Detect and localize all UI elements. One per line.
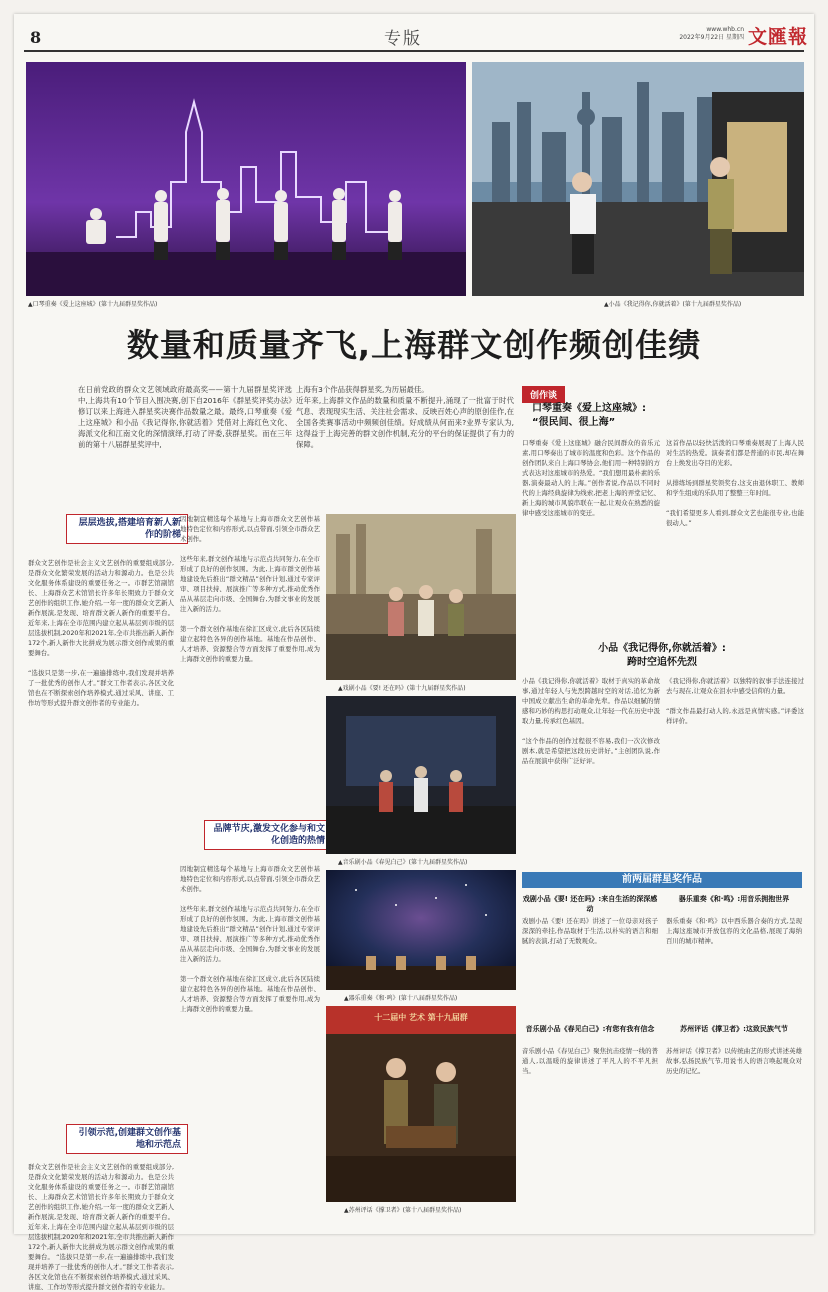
photo-skit-remember: [472, 62, 804, 296]
banner-text-on-stage: 十二届中 艺术 第十九届群: [374, 1013, 468, 1022]
text-remember-col1: 小品《我记得你,你就活着》取材于真实的革命故事,通过年轻人与先烈跨越时空的对话,追忆为新中国成立献出生命的革命先辈。作品以细腻的情感和巧妙的构思打动观众,让年轻一代在历史中汲取力量,传承红色基因。 “这个作品的创作过程很不容易,我们一次次修改剧本,就是希望把这段历史讲好。”主创团队说,作品在展演中获得广泛好评。: [522, 677, 660, 765]
caption-instrumental: ▲器乐重奏《和·鸣》(第十八届群星奖作品): [344, 995, 458, 1002]
award3-text: 音乐剧小品《春见白己》聚焦抗击疫情一线的普通人,以温暖的旋律讲述了平凡人的不平凡担当。: [522, 1047, 658, 1075]
photo-musical-skit: [326, 696, 516, 854]
text-column-2: 因地制宜精选每个基地与上海市群众文艺创作基地特色定位和内容形式,以点带面,引领全市群众艺术创作。 这些年来,群文创作基地与示范点共同努力,在全市形成了良好的创作氛围。为此,上海市群文创作基地建设先后推出“群文精品”创作计划,通过专家评审、项目扶持、展演推广等多种方式,推动优秀作品从基层走向市级、全国舞台,为群文事业的发展注入新的活力。 第一个群文创作基地在徐汇区成立,此后各区陆续建立起特色各异的创作基地。基地在作品创作、人才培养、资源整合等方面发挥了重要作用,成为上海群文创作的重要力量。: [180, 515, 320, 663]
box-title-demonstration: 引领示范,创建群文创作基地和示范点: [66, 1124, 188, 1154]
photo-harmonica-ensemble: [26, 62, 466, 296]
award1-text: 戏剧小品《要! 还在吗》讲述了一位母亲对孩子深深的牵挂,作品取材于生活,以朴实的语言和细腻的表演,打动了无数观众。: [522, 917, 658, 945]
text-harmonica-col1: 口琴重奏《爱上这座城》融合民间群众的音乐元素,用口琴奏出了城市的温度和色彩。这个作品的创作团队来自上海口琴协会,他们用一种特别的方式表达对这座城市的热爱。“我们想用最朴素的乐器,演奏最动人的上海。”创作者说,作品以不同时代的上海经典旋律为线索,把老上海的弄堂记忆、新上海的城市风貌串联在一起,让观众在熟悉的旋律中感受这座城市的变迁。: [522, 439, 660, 517]
text-remember-col2: 《我记得你,你就活着》以独特的叙事手法连接过去与现在,让观众在泪水中感受信仰的力量。 “群文作品最打动人的,永远是真情实感。”评委这样评价。: [666, 677, 804, 725]
instrumental-image: [326, 870, 516, 990]
intro-left: 在日前党政的群众文艺领域政府最高奖——第十九届群星奖评选中,上海共有10个节目入围决赛,创下自2016年《群星奖评奖办法》修订以来上海进入群星奖决赛作品数量之最。最终,口琴重奏《爱上这座城》和小品《我记得你,你就活着》凭借对上海红色文化、海派文化和江南文化的深情演绎,打动了评委,获群星奖。而在三年前的第十八届群星奖评中,: [78, 385, 292, 449]
photo-pingtan: [326, 1006, 516, 1202]
award1-title: 戏剧小品《要! 还在吗》:来自生活的深深感动: [522, 895, 658, 913]
page-number: 8: [30, 28, 42, 47]
date: 2022年9月22日 星期四: [679, 34, 744, 41]
heading-harmonica: 口琴重奏《爱上这座城》: “很民间、很上海”: [532, 403, 646, 428]
harmonica-stage-image: [26, 62, 466, 296]
newspaper-page: [14, 14, 814, 1291]
brand-logo: 文匯報: [748, 26, 809, 48]
award2-title: 器乐重奏《和·鸣》:用音乐拥抱世界: [678, 895, 790, 903]
pingtan-image: [326, 1006, 516, 1202]
caption-drama-skit: ▲戏剧小品《要! 还在吗》(第十九届群星奖作品): [338, 685, 466, 692]
award4-text: 苏州评话《撑卫者》以传统曲艺的形式讲述英雄故事,弘扬民族气节,用说书人的语言唤起观众对历史的记忆。: [666, 1047, 802, 1075]
text-harmonica-col2: 这首作品以轻快活泼的口琴重奏展现了上海人民对生活的热爱。演奏者们都是普通的市民,却在舞台上焕发出夺目的光彩。 从排练场到群星奖领奖台,这支由退休职工、教师和学生组成的乐队用了整整三年时间。 “我们希望更多人看到,群众文艺也能很专业,也能很动人。”: [666, 439, 804, 527]
caption-pingtan: ▲苏州评话《撑卫者》(第十八届群星奖作品): [344, 1207, 462, 1214]
intro-middle: 上海有3个作品获得群星奖,为历届最佳。 近年来,上海群文作品的数量和质量不断提升,涌现了一批富于时代气息、表现现实生活、关注社会需求、反映百姓心声的原创佳作,在全国各类赛事活动中频频创佳绩。好成绩从何而来?业界专家认为,这得益于上海完善的群文创作机制,充分的平台的保证提供了有力的保障。: [296, 385, 514, 449]
award4-title: 苏州评话《撑卫者》:这致民族气节: [680, 1025, 788, 1033]
skit-stage-image: [472, 62, 804, 296]
caption-top-left: ▲口琴重奏《爱上这座城》(第十九届群星奖作品): [28, 301, 158, 308]
creation-tag: 创作谈: [522, 386, 565, 403]
text-column-1: 群众文艺创作是社会主义文艺创作的重要组成部分,是群众文化繁荣发展的活动力和源动力。也是公共文化服务体系建设的重要任务之一。市群艺馆副馆长、上海群众艺术馆馆长许多年长期致力于群众文艺创作的组织工作,她介绍,一年一度的群众文艺新人新作展演,是发现、培育群文新人新作的重要平台。近年来,上海在全市范围内建立起从基层到市级的层层选拔机制,2020年和2021年,全市共推出新人新作172个,新人新作大比拼成为展示群文创作成果的重要舞台。 “选拔只是第一步,在一遍遍排练中,我们发现并培养了一批优秀的创作人才。”群文工作者表示,各区文化馆也在不断探索创作培养模式,通过采风、讲座、工作坊等形式提升群文创作者的专业能力。: [28, 559, 174, 707]
banner-previous-winners: 前两届群星奖作品: [522, 872, 802, 888]
website: www.whb.cn: [706, 26, 744, 33]
photo-drama-skit: [326, 514, 516, 680]
text-column-1-bottom: 群众文艺创作是社会主义文艺创作的重要组成部分,是群众文化繁荣发展的活动力和源动力。也是公共文化服务体系建设的重要任务之一。市群艺馆副馆长、上海群众艺术馆馆长许多年长期致力于群众文艺创作的组织工作,她介绍,一年一度的群众文艺新人新作展演,是发现、培育群文新人新作的重要平台。近年来,上海在全市范围内建立起从基层到市级的层层选拔机制,2020年和2021年,全市共推出新人新作172个,新人新作大比拼成为展示群文创作成果的重要舞台。 “选拔只是第一步,在一遍遍排练中,我们发现并培养了一批优秀的创作人才。”群文工作者表示,各区文化馆也在不断探索创作培养模式,通过采风、讲座、工作坊等形式提升群文创作者的专业能力。: [28, 1163, 174, 1291]
header-rule: [24, 50, 804, 52]
text-column-2-bottom: 因地制宜精选每个基地与上海市群众文艺创作基地特色定位和内容形式,以点带面,引领全市群众艺术创作。 这些年来,群文创作基地与示范点共同努力,在全市形成了良好的创作氛围。为此,上海市群文创作基地建设先后推出“群文精品”创作计划,通过专家评审、项目扶持、展演推广等多种方式,推动优秀作品从基层走向市级、全国舞台,为群文事业的发展注入新的活力。 第一个群文创作基地在徐汇区成立,此后各区陆续建立起特色各异的创作基地。基地在作品创作、人才培养、资源整合等方面发挥了重要作用,成为上海群文创作的重要力量。: [180, 865, 320, 1013]
box-title-selection: 层层选拔,搭建培育新人新作的阶梯: [66, 514, 188, 544]
dateline: [634, 26, 744, 42]
box-title-festivals: 品牌节庆,激发文化参与和文化创造的热情: [204, 820, 332, 850]
caption-top-right: ▲小品《我记得你,你就活着》(第十九届群星奖作品): [604, 301, 742, 308]
musical-skit-image: [326, 696, 516, 854]
award3-title: 音乐剧小品《春见白己》:有您有我有信念: [525, 1025, 655, 1033]
main-headline: 数量和质量齐飞,上海群文创作频创佳绩: [126, 326, 702, 364]
heading-remember: 小品《我记得你,你就活着》: 跨时空追怀先烈: [598, 643, 726, 668]
award2-text: 器乐重奏《和·鸣》以中西乐器合奏的方式,呈现上海这座城市开放包容的文化品格,展现了海纳百川的城市精神。: [666, 917, 802, 945]
caption-musical-skit: ▲音乐剧小品《春见白己》(第十九届群星奖作品): [338, 859, 468, 866]
drama-skit-image: [326, 514, 516, 680]
section-title: 专版: [384, 29, 422, 49]
photo-instrumental: [326, 870, 516, 990]
